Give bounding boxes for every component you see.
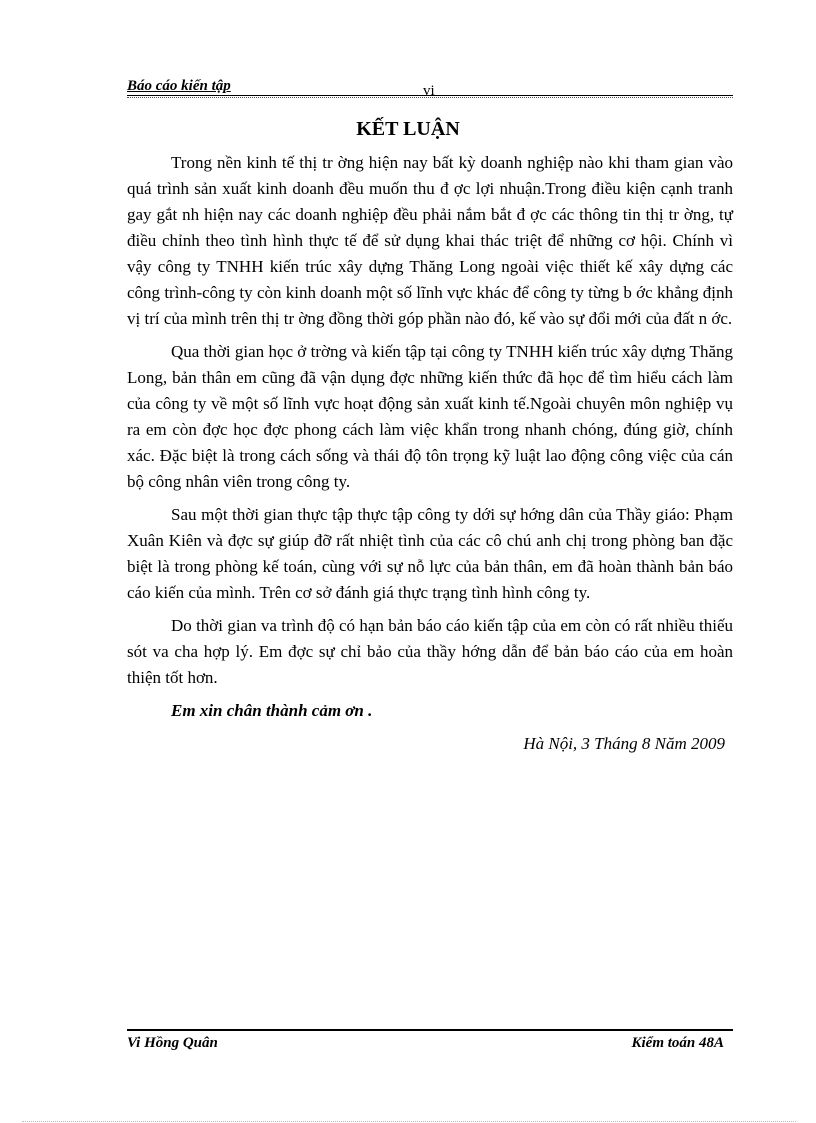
page-title: KẾT LUẬN (356, 118, 460, 140)
page-number: vi (423, 83, 435, 99)
signature-date: Hà Nội, 3 Tháng 8 Năm 2009 (523, 734, 725, 753)
page-bottom-edge (22, 1121, 796, 1122)
paragraph-4: Do thời gian va trình độ có hạn bản báo cáo kiến tập của em còn có rất nhiều thiếu sót va cha hợp lý. Em đợc sự chỉ bảo của thầy hớng dẫn để bản báo cáo của em hoàn thiện tốt hơn. (127, 616, 733, 687)
paragraph-3: Sau một thời gian thực tập thực tập công ty dới sự hớng dân của Thầy giáo: Phạm Xuân Kiên và đợc sự giúp đỡ rất nhiệt tình của các cô chú anh chị trong phòng ban đặc biệt là trong phòng kế toán, cùng với sự nỗ lực của bản thân, em đã hoàn thành bản báo cáo kiến của mình. Trên cơ sở đánh giá thực trạng tình hình công ty. (127, 505, 733, 602)
document-body (127, 150, 733, 764)
thanks-line: Em xin chân thành cảm ơn . (171, 701, 373, 720)
footer-author: Vi Hồng Quân (127, 1035, 218, 1051)
paragraph-2: Qua thời gian học ở trờng và kiến tập tại công ty TNHH kiến trúc xây dựng Thăng Long, bản thân em cũng đã vận dụng đợc những kiến thức đã học để tìm hiểu cách làm của công ty về một số lĩnh vực hoạt động sản xuất kinh tế.Ngoài chuyên môn nghiệp vụ ra em còn đợc học đợc phong cách làm việc khẩn trong nhanh chóng, đúng giờ, chính xác. Đặc biệt là trong cách sống và thái độ tôn trọng kỹ luật lao động công việc của cán bộ công nhân viên trong công ty. (127, 342, 733, 491)
footer-divider (127, 1029, 733, 1031)
header-divider-dotted (127, 97, 733, 98)
header-report-title: Báo cáo kiến tập (127, 78, 231, 94)
footer-class: Kiểm toán 48A (631, 1035, 724, 1051)
header-divider (127, 95, 733, 96)
paragraph-1: Trong nền kinh tế thị tr ờng hiện nay bất kỳ doanh nghiệp nào khi tham gian vào quá trình sản xuất kinh doanh đều muốn thu đ ợc lợi nhuận.Trong điều kiện cạnh tranh gay gắt nh hiện nay các doanh nghiệp đều phải nắm bắt đ ợc các thông tin thị tr ờng, tự điều chỉnh theo tình hình thực tế để sử dụng khai thác triệt để những cơ hội. Chính vì vậy công ty TNHH kiến trúc xây dựng Thăng Long ngoài việc thiết kế xây dựng các công trình-công ty còn kinh doanh một số lĩnh vực khác để công ty từng b ớc khẳng định vị trí của mình trên thị tr ờng đồng thời góp phần nào đó, kế vào sự đổi mới của đất n ớc. (127, 153, 733, 328)
